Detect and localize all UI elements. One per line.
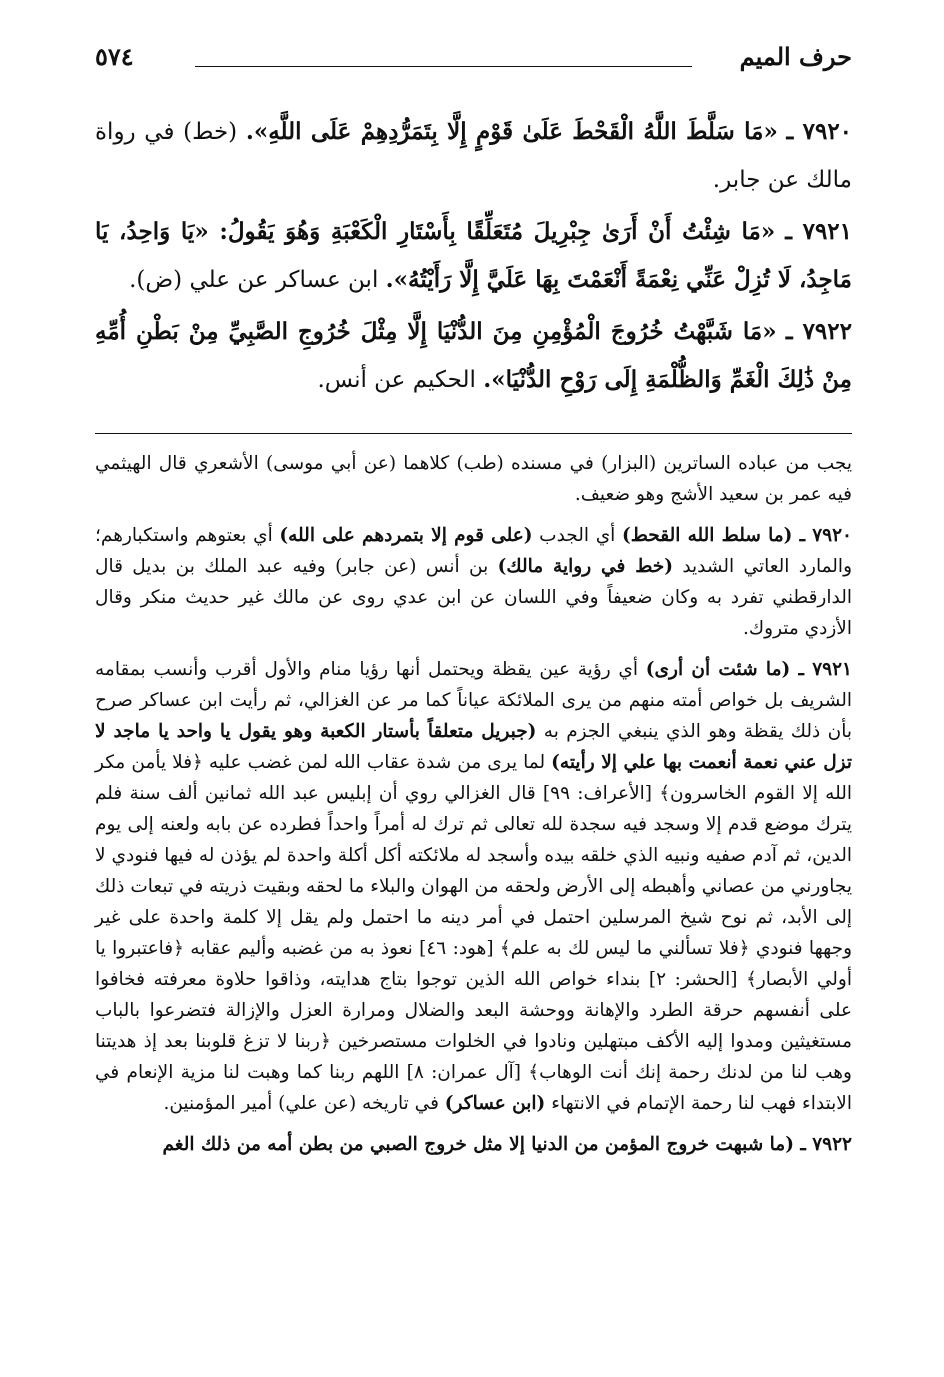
note-source: (ابن عساكر) <box>444 1093 546 1114</box>
note-quote: (جبريل متعلقاً بأستار الكعبة وهو يقول يا واحد يا ماجد لا تزل عني نعمة أنعمت بها علي إلا رأيته) <box>95 721 852 773</box>
note-text: أي رؤية عين يقظة ويحتمل أنها رؤيا منام والأول أقرب وأنسب بمقامه الشريف بل خواص أمته منهم من يرى الملائكة عياناً كما مر عن الغزالي، ثم رأيت ابن عساكر صرح بأن ذلك يقظة وهو الذي ينبغي الجزم به <box>95 659 852 742</box>
hadith-source: ابن عساكر عن علي (ض). <box>129 267 379 293</box>
page-number: ٥٧٤ <box>95 42 134 71</box>
hadith-7921 <box>95 208 852 304</box>
note-intro: يجب من عباده الساترين (البزار) في مسنده (طب) كلاهما (عن أبي موسى) الأشعري قال الهيثمي فيه عمر بن سعيد الأشج وهو ضعيف. <box>95 453 852 505</box>
note-heading: ٧٩٢٠ ـ (ما سلط الله القحط) <box>621 525 852 546</box>
hadith-text: «مَا شِئْتُ أَنْ أَرَىٰ جِبْرِيلَ مُتَعَلِّقًا بِأَسْتَارِ الْكَعْبَةِ وَهُوَ يَقُولُ: «يَا وَاحِدُ، يَا مَاجِدُ، لَا تُزِلْ عَنِّي نِعْمَةً أَنْعَمْتَ بِهَا عَلَيَّ إِلَّا رَأَيْتُهُ». <box>95 218 852 293</box>
hadith-source: (خط) في رواة مالك عن جابر. <box>95 119 852 193</box>
main-hadith-text <box>95 108 852 408</box>
hadith-source: الحكيم عن أنس. <box>317 367 476 393</box>
hadith-text: «مَا سَلَّطَ اللَّهُ الْقَحْطَ عَلَىٰ قَوْمٍ إِلَّا بِتَمَرُّدِهِمْ عَلَى اللَّهِ». <box>245 118 778 145</box>
note-text: في تاريخه (عن علي) أمير المؤمنين. <box>163 1093 445 1114</box>
note-text: أي بعتوهم واستكبارهم؛ والمارد العاتي الشديد <box>95 525 853 577</box>
note-heading: ٧٩٢٢ ـ (ما شبهت خروج المؤمن من الدنيا إلا مثل خروج الصبي من بطن أمه من ذلك الغم <box>162 1134 852 1155</box>
footnote-divider <box>95 433 852 434</box>
note-7922 <box>95 1129 852 1160</box>
note-text: لما يرى من شدة عقاب الله لمن غضب عليه ﴿فلا يأمن مكر الله إلا القوم الخاسرون﴾ [الأعراف: ٩٩] قال الغزالي روي أن إبليس عبد الله ثمانين ألف سنة فلم يترك موضع قدم إلا وسجد فيه سجدة لله تعالى ثم ترك له أمراً واحداً فطرده عن بابه ولعنه إلى يوم الدين، ثم آدم صفيه ونبيه الذي خلقه بيده وأسجد له ملائكته أكل أكلة واحدة لم يؤذن له فيها فنودي لا يجاورني من عصاني وأهبطه إلى الأرض ولحقه من الهوان والبلاء ما لحقه وبقيت ذريته في تبعات ذلك إلى الأبد، ثم نوح شيخ المرسلين احتمل في أمر دينه ما احتمل ولم يقل إلا كلمة واحدة على غير وجهها فنودي ﴿فلا تسألني ما ليس لك به علم﴾ [هود: ٤٦] نعوذ به من غضبه وأليم عقابه ﴿فاعتبروا يا أولي الأبصار﴾ [الحشر: ٢] بنداء خواص الله الذين توجوا بتاج هدايته، وذاقوا حلاوة معرفته فخافوا على أنفسهم حرقة الطرد والإهانة ووحشة البعد والضلال ومرارة العزل والإزالة فتضرعوا بالباب مستغيثين ومدوا إليه الأكف مبتهلين ونادوا في الخلوات مستصرخين ﴿ربنا لا تزغ قلوبنا بعد إذ هديتنا وهب لنا من لدنك رحمة إنك أنت الوهاب﴾ [آل عمران: ٨] اللهم ربنا كما وهبت لنا مزية الإنعام في الابتداء فهب لنا رحمة الإتمام في الانتهاء <box>95 752 852 1114</box>
hadith-number: ٧٩٢١ ـ <box>785 218 853 245</box>
hadith-7920 <box>95 108 852 204</box>
commentary <box>95 448 852 1170</box>
note-source: (خط في رواية مالك) <box>497 556 673 577</box>
hadith-text: «مَا شَبَّهْتُ خُرُوجَ الْمُؤْمِنِ مِنَ الدُّنْيَا إِلَّا مِثْلَ خُرُوجِ الصَّبِيِّ مِنْ بَطْنِ أُمِّهِ مِنْ ذَٰلِكَ الْغَمِّ وَالظُّلْمَةِ إِلَى رَوْحِ الدُّنْيَا». <box>95 318 852 393</box>
hadith-number: ٧٩٢٢ ـ <box>785 318 852 345</box>
hadith-number: ٧٩٢٠ ـ <box>786 118 853 145</box>
note-7920 <box>95 520 852 644</box>
note-text: بن أنس (عن جابر) وفيه عبد الملك بن بديل قال الدارقطني تفرد به وكان ضعيفاً وفي اللسان عن ابن عدي روى عن مالك غير حديث منكر وقال الأزدي متروك. <box>95 556 852 639</box>
note-heading: ٧٩٢١ ـ (ما شئت أن أرى) <box>645 659 852 680</box>
note-text: أي الجدب <box>532 525 622 546</box>
note-quote: (على قوم إلا بتمردهم على الله) <box>279 525 533 546</box>
hadith-7922 <box>95 308 852 404</box>
note-7921 <box>95 654 852 1119</box>
chapter-title: حرف الميم <box>739 42 852 71</box>
header-rule <box>195 66 692 67</box>
page-header <box>95 42 852 82</box>
